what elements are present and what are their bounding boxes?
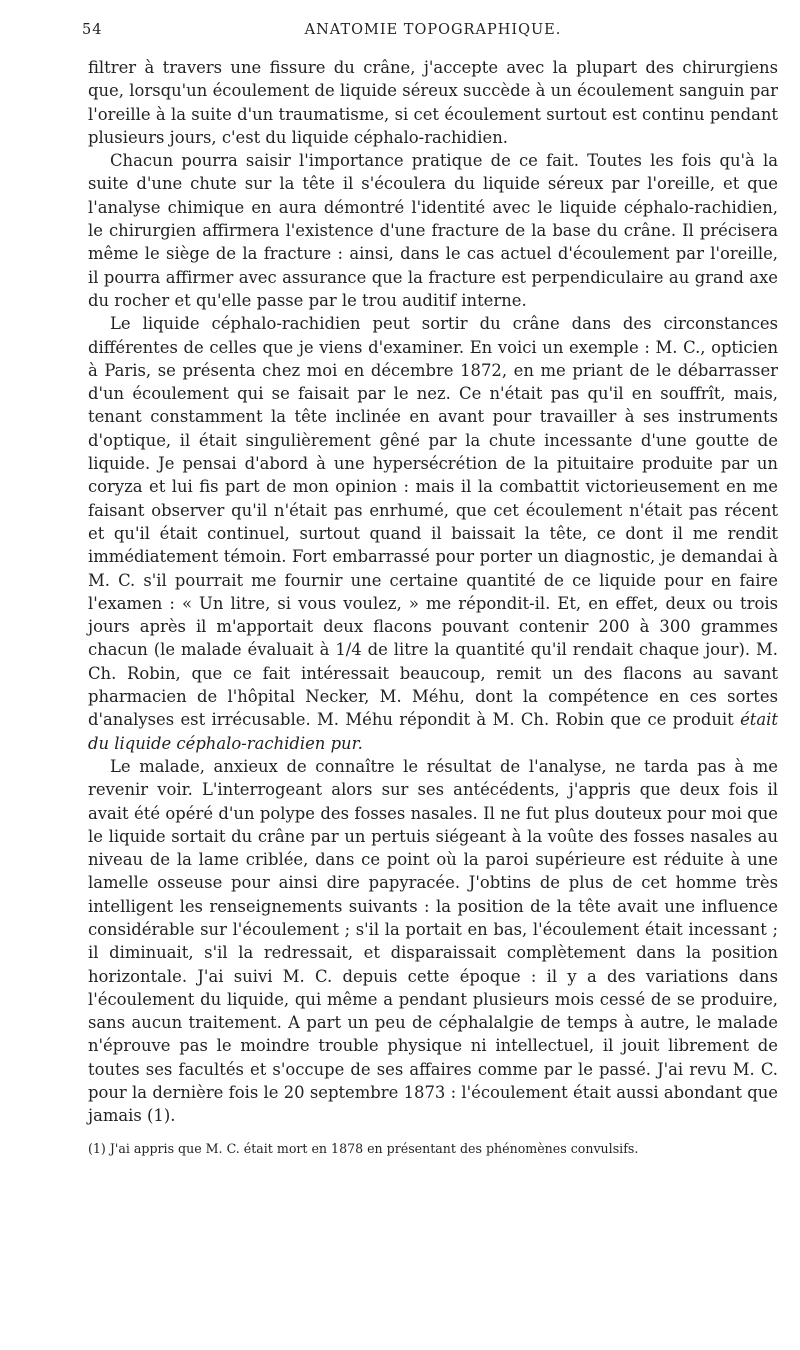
paragraph-3 xyxy=(88,312,778,755)
paragraph-4: Le malade, anxieux de connaître le résultat de l'analyse, ne tarda pas à me revenir voir. L'interrogeant alors sur ses antécédents, j'appris que deux fois il avait été opéré d'un polype des fosses nasales. Il ne fut plus douteux pour moi que le liquide sortait du crâne par un pertuis siégeant à la voûte des fosses nasales au niveau de la lame criblée, dans ce point où la paroi supérieure est réduite à une lamelle osseuse pour ainsi dire papyracée. J'obtins de plus de cet homme très intelligent les renseignements suivants : la position de la tête avait une influence considérable sur l'écoulement ; s'il la portait en bas, l'écoulement était incessant ; il diminuait, s'il la redressait, et disparaissait complètement dans la position horizontale. J'ai suivi M. C. depuis cette époque : il y a des variations dans l'écoulement du liquide, qui même a pendant plusieurs mois cessé de se produire, sans aucun traitement. A part un peu de céphalalgie de temps à autre, le malade n'éprouve pas le moindre trouble physique ni intellectuel, il jouit librement de toutes ses facultés et s'occupe de ses affaires comme par le passé. J'ai revu M. C. pour la dernière fois le 20 septembre 1873 : l'écoulement était aussi abondant que jamais (1). xyxy=(88,756,778,1126)
paragraph-3-text: Le liquide céphalo-rachidien peut sortir du crâne dans des circonstances différentes de celles que je viens d'examiner. En voici un exemple : M. C., opticien à Paris, se présenta chez moi en décembre 1872, en me priant de le débarrasser d'un écoulement qui se faisait par le nez. Ce n'était pas qu'il en souffrît, mais, tenant constamment la tête inclinée en avant pour travailler à ses instruments d'optique, il était singulièrement gêné par la chute incessante d'une goutte de liquide. Je pensai d'abord à une hypersécrétion de la pituitaire produite par un coryza et lui fis part de mon opinion : mais il la combattit victorieusement en me faisant observer qu'il n'était pas enrhumé, que cet écoulement n'était pas récent et qu'il était continuel, surtout quand il baissait la tête, ce dont il me rendit immédiatement témoin. Fort embarrassé pour porter un diagnostic, je demandai à M. C. s'il pourrait me fournir une certaine quantité de ce liquide pour en faire l'examen : « Un litre, si vous voulez, » me répondit-il. Et, en effet, deux ou trois jours après il m'apportait deux flacons pouvant contenir 200 à 300 grammes chacun (le malade évaluait à 1/4 de litre la quantité qu'il rendait chaque jour). M. Ch. Robin, que ce fait intéressait beaucoup, remit un des flacons au savant pharmacien de l'hôpital Necker, M. Méhu, dont la compétence en ces sortes d'analyses est irrécusable. M. Méhu répondit à M. Ch. Robin que ce produit xyxy=(88,314,778,730)
body-text xyxy=(88,56,778,1128)
paragraph-2: Chacun pourra saisir l'importance pratique de ce fait. Toutes les fois qu'à la suite d'une chute sur la tête il s'écoulera du liquide séreux par l'oreille, et que l'analyse chimique en aura démontré l'identité avec le liquide céphalo-rachidien, le chirurgien affirmera l'existence d'une fracture de la base du crâne. Il précisera même le siège de la fracture : ainsi, dans le cas actuel d'écoulement par l'oreille, il pourra affirmer avec assurance que la fracture est perpendiculaire au grand axe du rocher et qu'elle passe par le trou auditif interne. xyxy=(88,151,778,310)
book-page xyxy=(82,22,778,1158)
footnote: (1) J'ai appris que M. C. était mort en 1878 en présentant des phénomènes convulsifs. xyxy=(88,1140,639,1156)
italic-phrase: était du liquide céphalo-rachidien pur. xyxy=(88,710,778,753)
paragraph-1: filtrer à travers une fissure du crâne, j'accepte avec la plupart des chirurgiens que, lorsqu'un écoulement de liquide séreux succède à un écoulement sanguin par l'oreille à la suite d'un traumatisme, si cet écoulement surtout est continu pendant plusieurs jours, c'est du liquide céphalo-rachidien. xyxy=(88,58,778,147)
page-number: 54 xyxy=(82,22,103,38)
running-head xyxy=(82,22,778,56)
running-title: ANATOMIE TOPOGRAPHIQUE. xyxy=(304,22,562,38)
